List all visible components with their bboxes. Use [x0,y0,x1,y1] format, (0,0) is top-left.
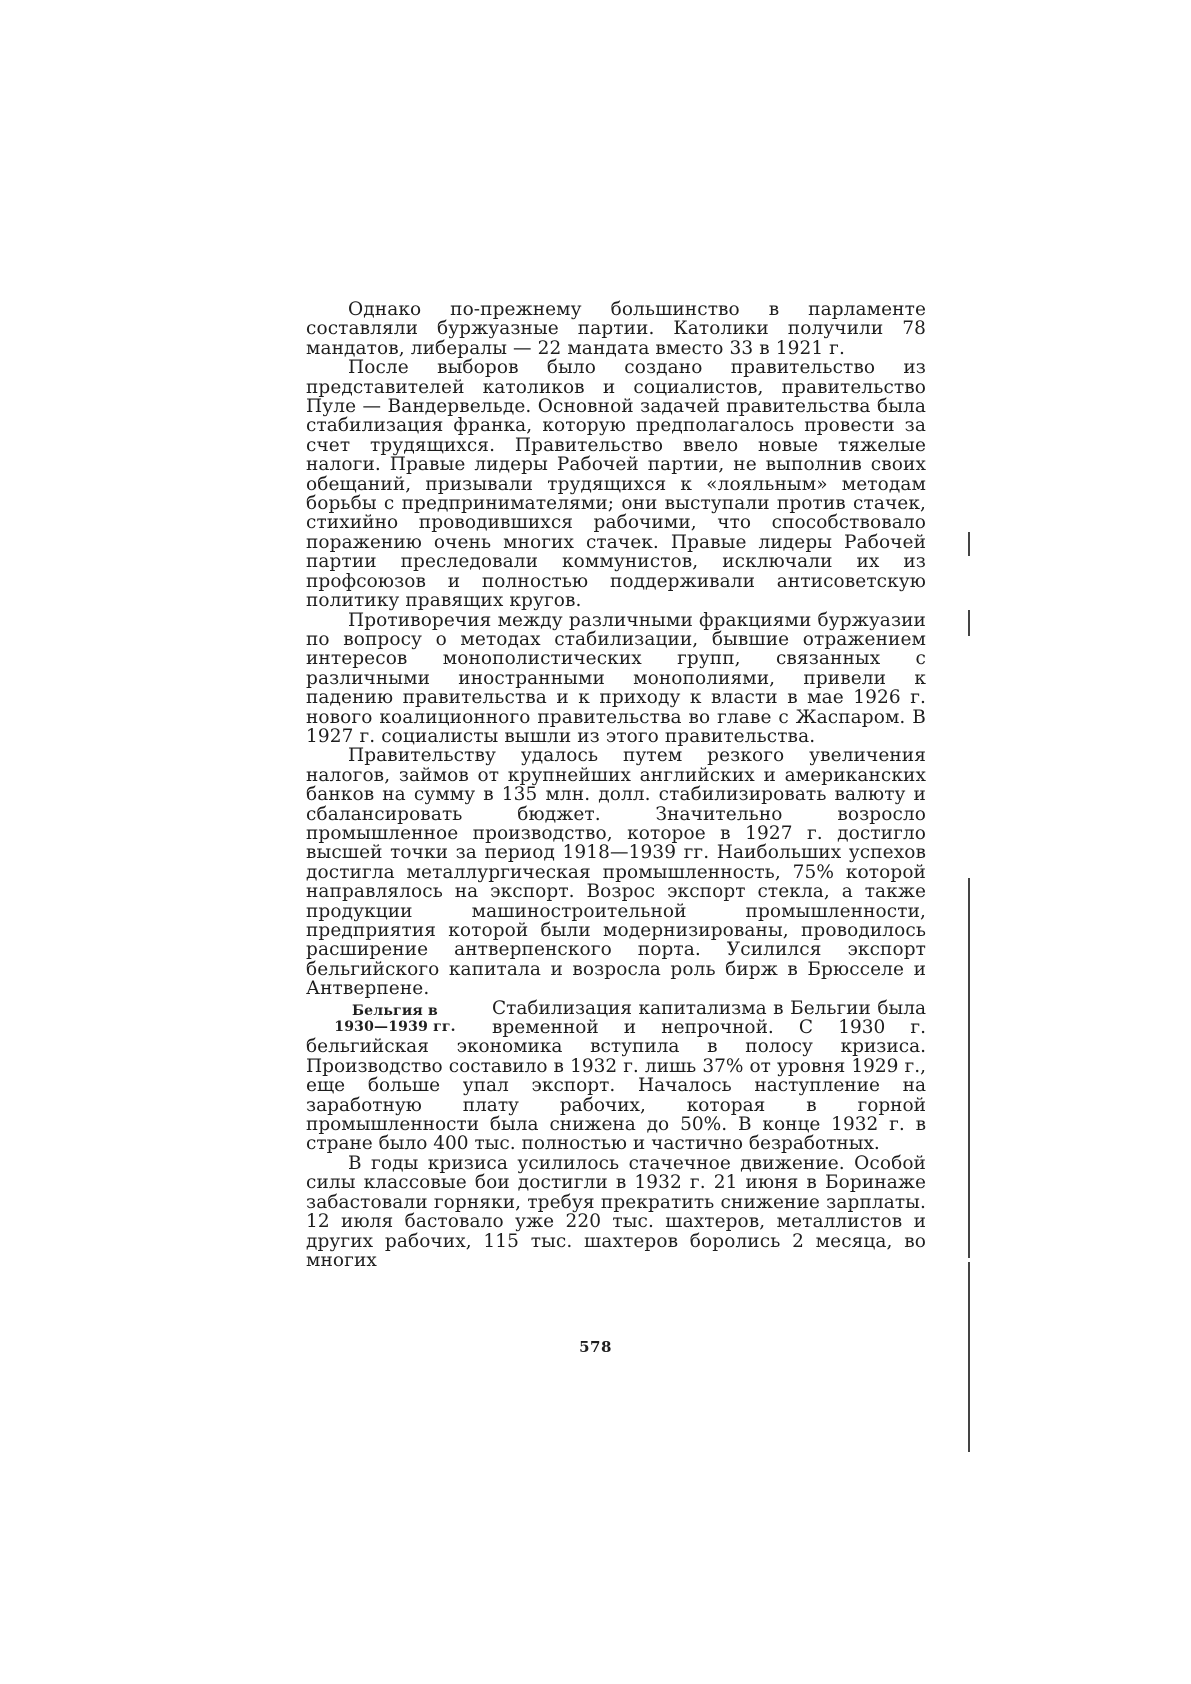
section-heading [306,1003,484,1035]
scan-margin-mark-2 [968,610,970,636]
paragraph-4: Правительству удалось путем резкого увеличения налогов, займов от крупнейших английских и американских банков на сумму в 135 млн. долл. стабилизировать валюту и сбалансировать бюджет. Значительно возросло промышленное производство, которое в 1927 г. достигло высшей точки за период 1918—1939 гг. Наибольших успехов достигла металлургическая промышленность, 75% которой направлялось на экспорт. Возрос экспорт стекла, а также продукции машиностроительной промышленности, предприятия которой были модернизированы, проводилось расширение антверпенского порта. Усилился экспорт бельгийского капитала и возросла роль бирж в Брюсселе и Антверпене. [306,745,926,1000]
section-heading-line-2: 1930—1939 гг. [334,1018,456,1035]
paragraph-1: Однако по-прежнему большинство в парламенте составляли буржуазные партии. Католики получили 78 мандатов, либералы — 22 мандата вместо 33 в 1921 г. [306,299,926,359]
scan-margin-mark-3 [968,878,970,1258]
section-heading-line-1: Бельгия в [352,1002,438,1019]
scan-margin-mark-1 [968,532,970,556]
paragraph-2: После выборов было создано правительство из представителей католиков и социалистов, правительство Пуле — Вандервельде. Основной задачей правительства была стабилизация франка, которую предполагалось провести за счет трудящихся. Правительство ввело новые тяжелые налоги. Правые лидеры Рабочей партии, не выполнив своих обещаний, призывали трудящихся к «лояльным» методам борьбы с предпринимателями; они выступали против стачек, стихийно проводившихся рабочими, что способствовало поражению очень многих стачек. Правые лидеры Рабочей партии преследовали коммунистов, исключали их из профсоюзов и полностью поддерживали антисоветскую политику правящих кругов. [306,357,926,612]
section-belgium-1930s [306,999,926,1154]
scan-margin-mark-4 [968,1262,970,1452]
section-paragraph: Стабилизация капитализма в Бельгии была временной и непрочной. С 1930 г. бельгийская экономика вступила в полосу кризиса. Производство составило в 1932 г. лишь 37% от уровня 1929 г., еще больше упал экспорт. Началось наступление на заработную плату рабочих, которая в горной промышленности была снижена до 50%. В конце 1932 г. в стране было 400 тыс. полностью и частично безработных. [306,997,926,1155]
paragraph-final: В годы кризиса усилилось стачечное движение. Особой силы классовые бои достигли в 1932 г. 21 июня в Боринаже забастовали горняки, требуя прекратить снижение зарплаты. 12 июля бастовало уже 220 тыс. шахтеров, металлистов и других рабочих, 115 тыс. шахтеров боролись 2 месяца, во многих [306,1152,926,1271]
paragraph-3: Противоречия между различными фракциями буржуазии по вопросу о методах стабилизации, бывшие отражением интересов монополистических групп, связанных с различными иностранными монополиями, привели к падению правительства и к приходу к власти в мае 1926 г. нового коалиционного правительства во главе с Жаспаром. В 1927 г. социалисты вышли из этого правительства. [306,609,926,747]
text-column [306,300,926,1270]
page-number: 578 [579,1338,612,1356]
